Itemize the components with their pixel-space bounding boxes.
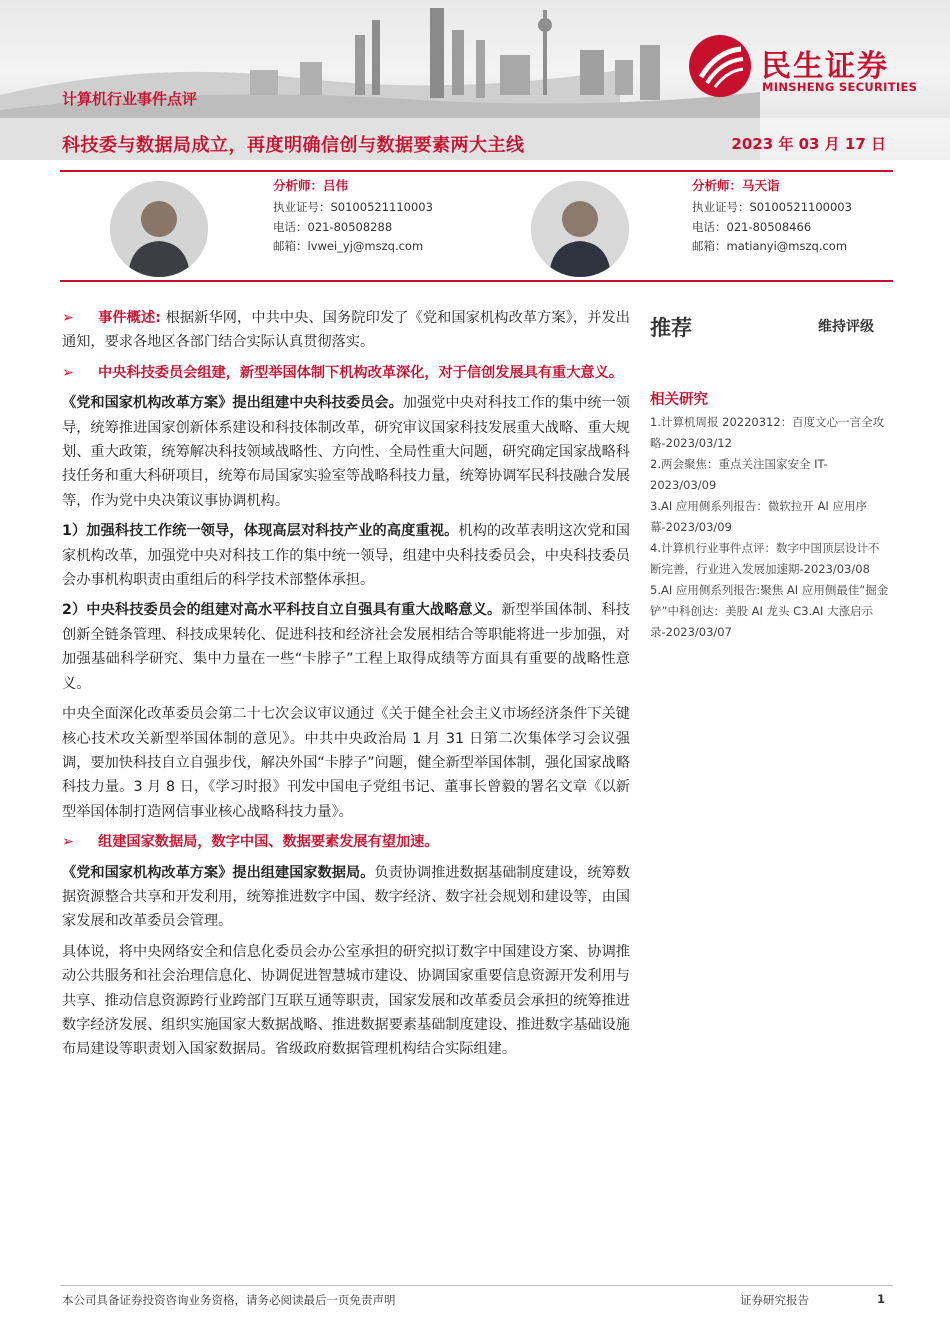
- logo-english-name: MINSHENG SECURITIES: [762, 80, 918, 94]
- report-category: 计算机行业事件点评: [62, 90, 198, 108]
- report-body: [62, 306, 630, 1068]
- analyst-2-info: [692, 176, 852, 257]
- header-divider: [60, 170, 893, 172]
- related-research-heading: 相关研究: [650, 392, 708, 408]
- arrow-bullet-icon: ➢: [62, 364, 74, 381]
- analyst-1-email: 邮箱：lvwei_yj@mszq.com: [273, 239, 424, 253]
- analyst-1-info: [273, 176, 433, 257]
- report-date: 2023 年 03 月 17 日: [731, 135, 886, 153]
- footer-page-number: 1: [877, 1292, 886, 1306]
- logo-chinese-name: 民生证券: [761, 49, 889, 84]
- arrow-bullet-icon: ➢: [62, 834, 74, 851]
- arrow-bullet-icon: ➢: [62, 310, 74, 326]
- analyst-1-name: 分析师：吕伟: [273, 178, 349, 193]
- analyst-1-phone: 电话：021-80508288: [273, 219, 393, 234]
- related-research-item[interactable]: 5.AI 应用侧系列报告:聚焦 AI 应用侧最佳“掘金铲”中科创达：美股 AI 龙头 C3.AI 大涨启示录-2023/03/07: [650, 583, 889, 639]
- analyst-2-photo: [531, 181, 629, 277]
- report-title: 科技委与数据局成立，再度明确信创与数据要素两大主线: [62, 135, 525, 156]
- paragraph-point-2: 2）中央科技委员会的组建对高水平科技自立自强具有重大战略意义。新型举国体制、科技创新全链条管理、科技成果转化、促进科技和经济社会发展相结合等职能将进一步加强，对加强基础科学研究、集中力量在一些“卡脖子”工程上取得成绩等方面具有重要的战略性意义。: [62, 602, 630, 692]
- footer-disclaimer: 本公司具备证券投资咨询业务资格，请务必阅读最后一页免责声明: [62, 1293, 396, 1307]
- paragraph-event-summary: ➢ 事件概述: 根据新华网，中共中央、国务院印发了《党和国家机构改革方案》，并发出通知，要求各地区各部门结合实际认真贯彻落实。: [62, 306, 630, 355]
- analyst-1-photo: [110, 181, 208, 277]
- rating-label: 推荐: [650, 316, 692, 340]
- analyst-2-name: 分析师：马天诣: [692, 178, 780, 193]
- related-research-list: [650, 412, 890, 643]
- paragraph-data-bureau-plan: 《党和国家机构改革方案》提出组建国家数据局。负责协调推进数据基础制度建设，统筹数据资源整合共享和开发利用，统筹推进数字中国、数字经济、数字社会规划和建设等，由国家发展和改革委员会管理。: [62, 864, 630, 930]
- rating-status: 维持评级: [818, 319, 874, 335]
- paragraph-reform-context: 中央全面深化改革委员会第二十七次会议审议通过《关于健全社会主义市场经济条件下关键核心技术攻关新型举国体制的意见》。中共中央政治局 1 月 31 日第二次集体学习会议强调，要加快科技自立自强步伐，解决外国“卡脖子”问题，健全新型举国体制，强化国家战略科技力量。3 月 8 日，《学习时报》刊发中国电子党组书记、董事长曾毅的署名文章《以新型举国体制打造网信事业核心战略科技力量》。: [62, 706, 631, 820]
- analyst-2-email: 邮箱：matianyi@mszq.com: [692, 239, 848, 253]
- footer-report-type: 证券研究报告: [740, 1293, 809, 1307]
- section-heading-data-bureau: ➢ 组建国家数据局，数字中国、数据要素发展有望加速。: [62, 830, 630, 854]
- minsheng-logo: [687, 33, 927, 98]
- related-research-item[interactable]: 4.计算机行业事件点评：数字中国顶层设计不断完善，行业进入发展加速期-2023/03/08: [650, 541, 880, 576]
- related-research-item[interactable]: 2.两会聚焦：重点关注国家安全 IT-2023/03/09: [650, 457, 828, 492]
- footer-divider: [60, 1285, 893, 1286]
- analyst-divider: [60, 280, 893, 282]
- analyst-2-cert: 执业证号：S0100521100003: [692, 200, 852, 214]
- paragraph-committee-plan: 《党和国家机构改革方案》提出组建中央科技委员会。加强党中央对科技工作的集中统一领导，统筹推进国家创新体系建设和科技体制改革，研究审议国家科技发展重大战略、重大规划、重大政策，统筹解决科技领域战略性、方向性、全局性重大问题，研究确定国家战略科技任务和重大科研项目，统筹布局国家实验室等战略科技力量，统筹协调军民科技融合发展等，作为党中央决策议事协调机构。: [62, 395, 630, 509]
- analyst-2-phone: 电话：021-80508466: [692, 219, 812, 234]
- paragraph-point-1: 1）加强科技工作统一领导，体现高层对科技产业的高度重视。机构的改革表明这次党和国家机构改革，加强党中央对科技工作的集中统一领导，组建中央科技委员会，中央科技委员会办事机构职责由重组后的科学技术部整体承担。: [62, 523, 630, 589]
- analyst-1-cert: 执业证号：S0100521110003: [273, 200, 433, 214]
- paragraph-data-bureau-details: 具体说，将中央网络安全和信息化委员会办公室承担的研究拟订数字中国建设方案、协调推动公共服务和社会治理信息化、协调促进智慧城市建设、协调国家重要信息资源开发利用与共享、推动信息资源跨行业跨部门互联互通等职责，国家发展和改革委员会承担的统筹推进数字经济发展、组织实施国家大数据战略、推进数据要素基础制度建设、推进数字基础设施布局建设等职责划入国家数据局。省级政府数据管理机构结合实际组建。: [62, 943, 630, 1058]
- related-research-item[interactable]: 1.计算机周报 20220312：百度文心一言全攻略-2023/03/12: [650, 415, 885, 450]
- logo-emblem-icon: [687, 33, 753, 99]
- related-research-item[interactable]: 3.AI 应用侧系列报告：微软拉开 AI 应用序幕-2023/03/09: [650, 499, 867, 534]
- section-heading-tech-committee: ➢ 中央科技委员会组建，新型举国体制下机构改革深化，对于信创发展具有重大意义。: [62, 361, 630, 385]
